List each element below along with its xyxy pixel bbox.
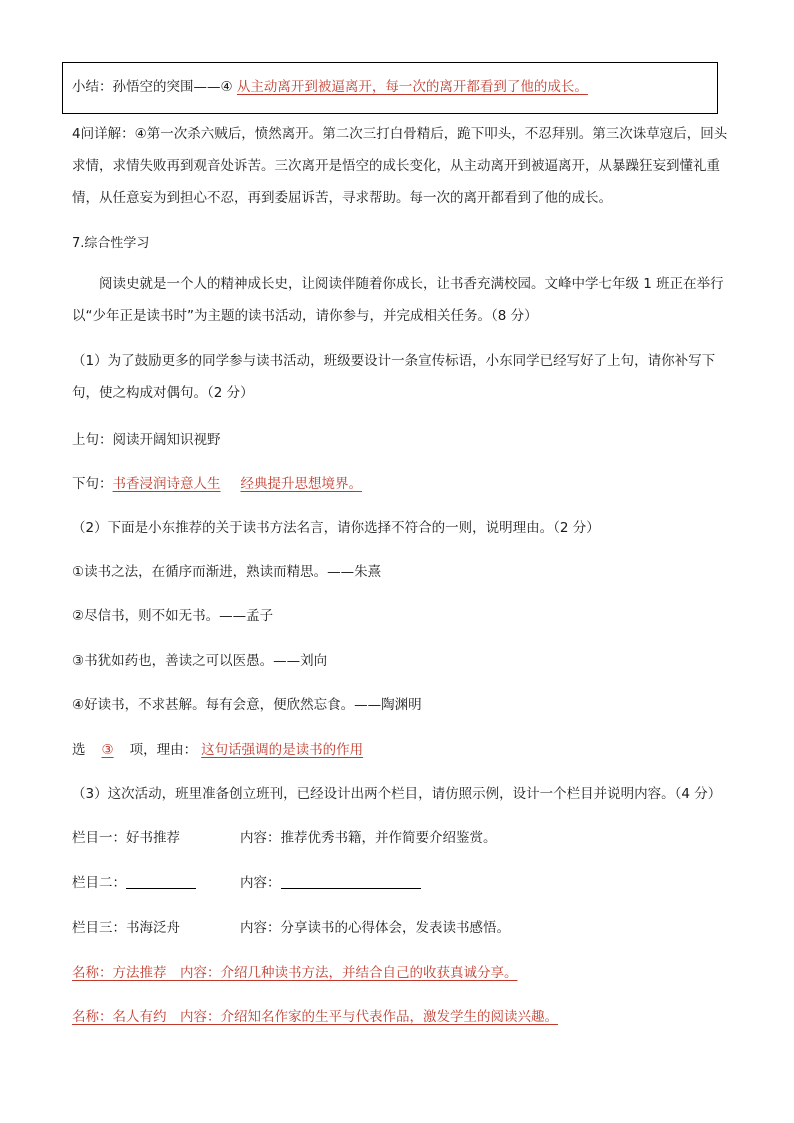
q2-prompt: （2）下面是小东推荐的关于读书方法名言，请你选择不符合的一则，说明理由。（2 分） — [72, 520, 600, 536]
q2-choice-prefix: 选 — [72, 742, 86, 758]
summary-prefix: 小结：孙悟空的突围——④ — [72, 79, 233, 95]
q3-column3-name: 栏目三：书海泛舟 — [72, 920, 180, 936]
section-title: 7.综合性学习 — [72, 236, 150, 251]
q2-item: ④好读书，不求甚解。每有会意，便欣然忘食。——陶渊明 — [72, 697, 422, 713]
summary-box — [62, 62, 718, 114]
q2-item: ②尽信书，则不如无书。——孟子 — [72, 608, 274, 624]
q1-prompt: （1）为了鼓励更多的同学参与读书活动，班级要设计一条宣传标语，小东同学已经写好了上句，请你补写下句，使之构成对偶句。（2 分） — [72, 353, 716, 401]
q3-column2-content-row — [240, 871, 421, 891]
q3-column2-content-blank[interactable] — [281, 874, 421, 889]
summary-answer: 从主动离开到被逼离开，每一次的离开都看到了他的成长。 — [236, 79, 588, 95]
q3-column1-name: 栏目一：好书推荐 — [72, 830, 180, 846]
q3-column3-content: 内容：分享读书的心得体会，发表读书感悟。 — [240, 920, 510, 936]
q2-reason-answer: 这句话强调的是读书的作用 — [201, 742, 364, 758]
q2-choice-answer: ③ — [101, 742, 114, 758]
q2-item: ①读书之法，在循序而渐进，熟读而精思。——朱熹 — [72, 564, 382, 580]
q3-prompt: （3）这次活动，班里准备创立班刊，已经设计出两个栏目，请仿照示例，设计一个栏目并说明内容。（4 分） — [72, 786, 722, 802]
explanation-paragraph: 4问详解：④第一次杀六贼后，愤然离开。第二次三打白骨精后，跪下叩头，不忍拜别。第三次诛草寇后，回头求情，求情失败再到观音处诉苦。三次离开是悟空的成长变化，从主动离开到被逼离开，从暴躁狂妄到懂礼重情，从任意妄为到担心不忍，再到委屈诉苦，寻求帮助。每一次的离开都看到了他的成长。 — [72, 126, 728, 206]
q3-answer: 名称：名人有约 内容：介绍知名作家的生平与代表作品，激发学生的阅读兴趣。 — [72, 1009, 558, 1025]
q3-column2-row — [72, 871, 196, 891]
q3-answer: 名称：方法推荐 内容：介绍几种读书方法，并结合自己的收获真诚分享。 — [72, 965, 518, 981]
q2-item: ③书犹如药也，善读之可以医愚。——刘向 — [72, 653, 328, 669]
q1-upper-line: 上句：阅读开阔知识视野 — [72, 432, 221, 448]
q1-lower-answer — [113, 476, 363, 492]
q3-column2-content-label: 内容： — [240, 875, 281, 891]
q2-choice-mid: 项，理由： — [129, 742, 198, 758]
q1-lower-answer-b: 经典提升思想境界。 — [240, 476, 362, 492]
q3-column2-name: 栏目二： — [72, 875, 126, 891]
q3-column2-name-blank[interactable] — [126, 874, 196, 889]
q1-lower-line — [72, 472, 362, 492]
q1-lower-label: 下句： — [72, 476, 113, 492]
section-intro: 阅读史就是一个人的精神成长史，让阅读伴随着你成长，让书香充满校园。文峰中学七年级 1 班正在举行以“少年正是读书时”为主题的读书活动，请你参与，并完成相关任务。（8 分） — [72, 276, 724, 324]
summary-line — [72, 75, 588, 95]
q1-lower-answer-a: 书香浸润诗意人生 — [112, 476, 221, 492]
q2-answer-line — [72, 738, 375, 758]
q3-column1-content: 内容：推荐优秀书籍，并作简要介绍鉴赏。 — [240, 830, 497, 846]
